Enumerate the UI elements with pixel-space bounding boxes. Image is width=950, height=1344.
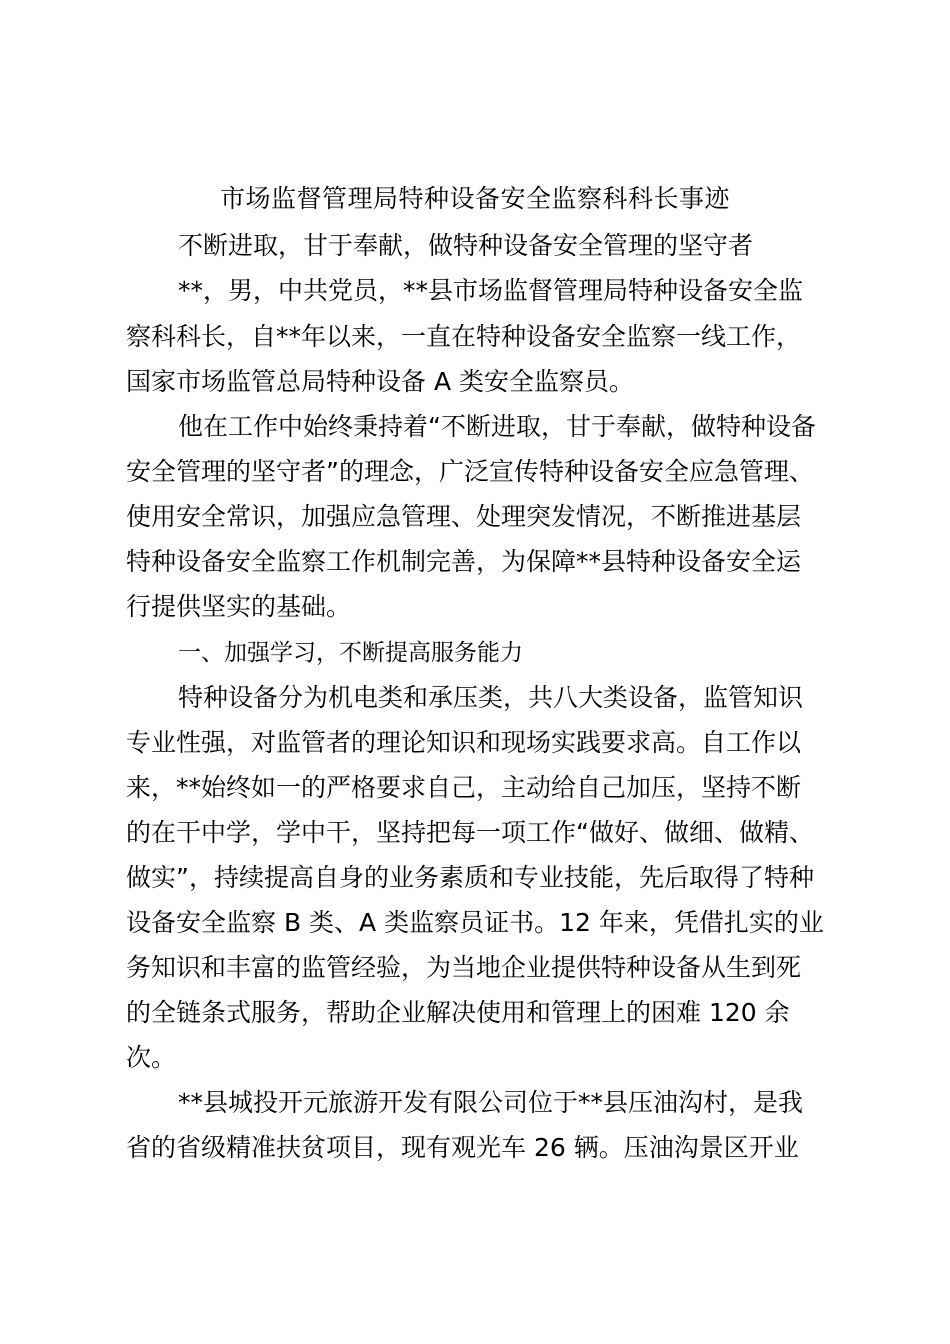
paragraph-line: 的在干中学，学中干，坚持把每一项工作“做好、做细、做精、 [126,818,814,847]
paragraph-line: 次。 [126,1043,177,1072]
paragraph-line: 使用安全常识，加强应急管理、处理突发情况，不断推进基层 [126,502,802,531]
document-title: 市场监督管理局特种设备安全监察科科长事迹 [219,184,730,213]
paragraph-line: 特种设备分为机电类和承压类，共八大类设备，监管知识 [178,683,804,712]
paragraph-line: 特种设备安全监察工作机制完善，为保障**县特种设备安全运 [126,547,802,576]
section-heading: 一、加强学习，不断提高服务能力 [178,640,523,666]
paragraph-line: 他在工作中始终秉持着“不断进取，甘于奉献，做特种设备 [178,412,816,441]
paragraph-line: 国家市场监管总局特种设备 A 类安全监察员。 [126,367,634,396]
paragraph-line: 察科科长，自**年以来，一直在特种设备安全监察一线工作， [126,322,802,351]
paragraph-line: 的全链条式服务，帮助企业解决使用和管理上的困难 120 余 [126,998,790,1027]
paragraph-line: 来，**始终如一的严格要求自己，主动给自己加压，坚持不断 [126,773,802,802]
paragraph-line: 务知识和丰富的监管经验，为当地企业提供特种设备从生到死 [126,953,802,982]
paragraph-line: 设备安全监察 B 类、A 类监察员证书。12 年来，凭借扎实的业 [126,908,824,937]
paragraph-line: 行提供坚实的基础。 [126,592,352,621]
paragraph-line: 省的省级精准扶贫项目，现有观光车 26 辆。压油沟景区开业 [126,1133,799,1162]
paragraph-line: **县城投开元旅游开发有限公司位于**县压油沟村，是我 [178,1088,804,1117]
paragraph-line: **，男，中共党员，**县市场监督管理局特种设备安全监 [178,276,804,305]
paragraph-line: 做实”，持续提高自身的业务素质和专业技能，先后取得了特种 [126,863,814,892]
paragraph-line: 专业性强，对监管者的理论知识和现场实践要求高。自工作以 [126,728,802,757]
subtitle-line: 不断进取，甘于奉献，做特种设备安全管理的坚守者 [178,231,754,260]
paragraph-line: 安全管理的坚守者”的理念，广泛宣传特种设备安全应急管理、 [126,457,814,486]
